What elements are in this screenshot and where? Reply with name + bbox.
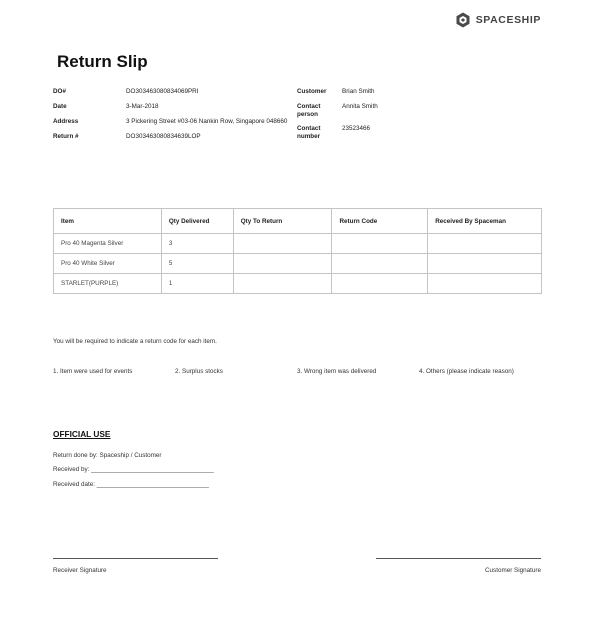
column-header-qty-delivered: Qty Delivered <box>161 209 233 234</box>
column-header-received-by: Received By Spaceman <box>428 209 542 234</box>
table-row <box>54 234 542 254</box>
return-code-note: You will be required to indicate a return code for each item. <box>53 338 217 345</box>
detail-label: Date <box>53 103 67 110</box>
brand-name: SPACESHIP <box>475 14 541 26</box>
detail-contact-number <box>297 125 378 141</box>
detail-label: DO# <box>53 88 66 95</box>
cell-qty-delivered: 1 <box>161 274 233 294</box>
return-items-table <box>53 208 542 294</box>
hexagon-logo-icon <box>455 12 471 28</box>
cell-qty-delivered: 3 <box>161 234 233 254</box>
return-code-4: 4. Others (please indicate reason) <box>419 368 514 375</box>
official-use-heading: OFFICIAL USE <box>53 429 111 439</box>
receiver-signature-label: Receiver Signature <box>53 567 107 574</box>
cell-return-code <box>332 234 428 254</box>
cell-qty-to-return <box>233 254 332 274</box>
brand <box>455 12 541 28</box>
detail-address <box>53 118 287 126</box>
detail-value: DO303463080834639LOP <box>126 133 201 140</box>
column-header-item: Item <box>54 209 162 234</box>
received-by-field: Received by: ___________________________________ <box>53 466 214 473</box>
detail-contact-person <box>297 103 378 119</box>
detail-value: DO303463080834069PRI <box>126 88 199 95</box>
cell-qty-to-return <box>233 234 332 254</box>
cell-qty-delivered: 5 <box>161 254 233 274</box>
detail-value: Annita Smith <box>342 103 378 110</box>
cell-return-code <box>332 274 428 294</box>
details-right <box>297 88 378 145</box>
detail-label: Address <box>53 118 79 125</box>
cell-item: Pro 40 White Silver <box>54 254 162 274</box>
table-row <box>54 254 542 274</box>
return-code-1: 1. Item were used for events <box>53 368 133 375</box>
cell-return-code <box>332 254 428 274</box>
column-header-return-code: Return Code <box>332 209 428 234</box>
customer-signature-line <box>376 558 541 559</box>
return-code-3: 3. Wrong item was delivered <box>297 368 377 375</box>
detail-return-number <box>53 133 287 141</box>
cell-item: Pro 40 Magenta Silver <box>54 234 162 254</box>
table-row <box>54 274 542 294</box>
cell-received-by <box>428 254 542 274</box>
detail-value: 3 Pickering Street #03-06 Nankin Row, Singapore 048660 <box>126 118 288 125</box>
table-header-row <box>54 209 542 234</box>
detail-do <box>53 88 287 96</box>
detail-date <box>53 103 287 111</box>
detail-value: 23523466 <box>342 125 371 132</box>
page-title: Return Slip <box>57 52 148 71</box>
cell-received-by <box>428 274 542 294</box>
receiver-signature-line <box>53 558 218 559</box>
details-left <box>53 88 287 148</box>
return-done-by: Return done by: Spaceship / Customer <box>53 452 162 459</box>
detail-label: Return # <box>53 133 79 140</box>
cell-qty-to-return <box>233 274 332 294</box>
customer-signature-label: Customer Signature <box>485 567 541 574</box>
cell-item: STARLET(PURPLE) <box>54 274 162 294</box>
detail-label: Contact number <box>297 125 321 140</box>
return-code-2: 2. Surplus stocks <box>175 368 223 375</box>
column-header-qty-to-return: Qty To Return <box>233 209 332 234</box>
received-date-field: Received date: ________________________________ <box>53 481 209 488</box>
detail-label: Customer <box>297 88 327 95</box>
detail-value: 3-Mar-2018 <box>126 103 159 110</box>
detail-customer <box>297 88 378 96</box>
cell-received-by <box>428 234 542 254</box>
detail-value: Brian Smith <box>342 88 375 95</box>
detail-label: Contact person <box>297 103 321 118</box>
